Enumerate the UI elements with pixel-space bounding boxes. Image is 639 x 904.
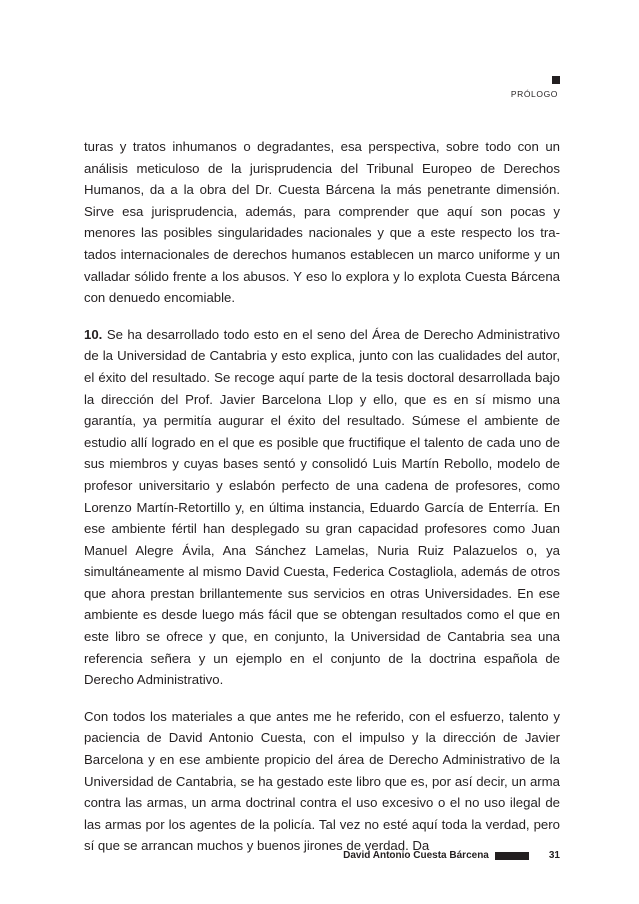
paragraph-text: Se ha desarrollado todo esto en el seno del Área de Derecho Administrativo de la Universidad de Cantabria y esto explica, junto con las cualidades del autor, el éxito del resultado. Se recoge aquí parte de la tesis doctoral desarrollada bajo la dirección del Prof. Javier Barcelona Llop y ello, que es en sí mismo una garantía, ya permitía augurar el éxito del resultado. Súmese el ambiente de estudio allí logrado en el que es posible que fructifique el talento de cada uno de sus miembros y cuyas bases sentó y consolidó Luis Martín Rebollo, modelo de profesor universitario y eslabón perfecto de una cadena de profesores, como Lorenzo Martín-Retortillo y, en última instancia, Eduardo García de Enterría. En ese ambiente fértil han desplegado su gran capacidad profesores como Juan Manuel Alegre Ávila, Ana Sánchez Lamelas, Nuria Ruiz Palazuelos o, ya simultáneamente al mismo David Cuesta, Federica Costagliola, además de otros que ahora prestan brillantemente sus servicios en otras Universidades. En ese ambiente es desde luego más fácil que se obtengan resultados como el que en este libro se ofrece y que, en conjunto, la Universidad de Cantabria sea una referencia señera y un ejemplo en el conjunto de la doctrina española de Derecho Administrativo. [84,326,560,688]
running-head: PRÓLOGO [510,89,558,99]
header-square-mark [552,76,560,84]
paragraph [84,136,560,309]
footer-author: David Antonio Cuesta Bárcena [343,850,489,861]
page-footer [340,850,560,861]
paragraph [84,706,560,857]
page-number: 31 [548,850,560,861]
paragraph-text: Con todos los materiales a que antes me he referido, con el esfuerzo, talento y paciencia de David Antonio Cuesta, con el impulso y la dirección de Javier Barcelona y en ese ambiente propicio del área de Derecho Administrativo de la Universidad de Cantabria, se ha gestado este libro que es, por así decir, un arma contra las armas, un arma doctrinal contra el uso excesivo o el no uso ilegal de las armas por los agentes de la policía. Tal vez no esté aquí toda la verdad, pero sí que se arrancan muchos y buenos jirones de verdad. Da [84,708,560,854]
paragraph-text: turas y tratos inhumanos o degradantes, esa perspectiva, sobre todo con un análisis meticuloso de la jurisprudencia del Tribunal Europeo de Derechos Humanos, da a la obra del Dr. Cuesta Bárcena la más penetrante dimensión. Sirve esa jurisprudencia, además, para comprender que aquí son pocas y menores las posibles singularidades nacionales y que a este respecto los tratados internacionales de derechos humanos establecen un marco uniforme y un valladar sólido frente a los abusos. Y eso lo explora y lo explota Cuesta Bárcena con denuedo encomiable. [84,139,560,306]
page-body [84,136,560,872]
paragraph [84,324,560,691]
paragraph-number: 10. [84,326,103,342]
footer-bar-mark [495,852,529,860]
